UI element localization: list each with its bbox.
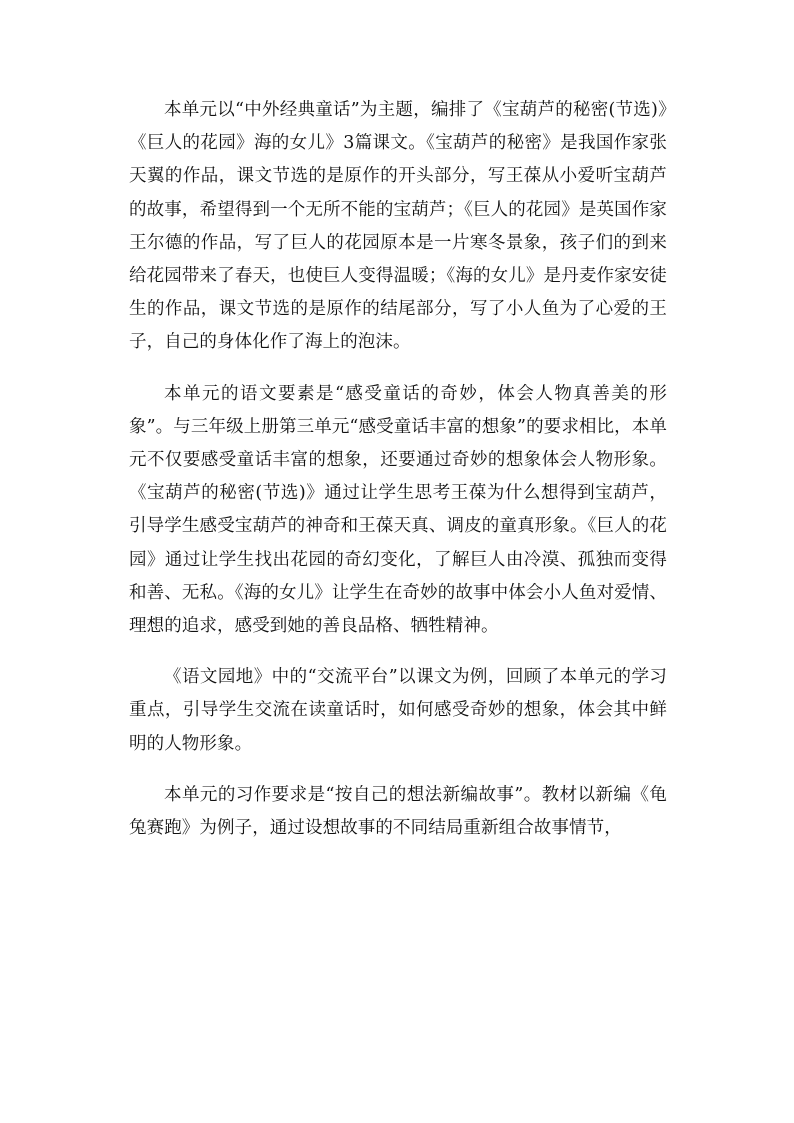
paragraph-3: 《语文园地》中的“交流平台”以课文为例，回顾了本单元的学习重点，引导学生交流在读童话时，如何感受奇妙的想象，体会其中鲜明的人物形象。 bbox=[129, 667, 667, 754]
paragraph-2: 本单元的语文要素是“感受童话的奇妙，体会人物真善美的形象”。与三年级上册第三单元“感受童话丰富的想象”的要求相比，本单元不仅要感受童话丰富的想象，还要通过奇妙的想象体会人物形象。《宝葫芦的秘密(节选)》通过让学生思考王葆为什么想得到宝葫芦，引导学生感受宝葫芦的神奇和王葆天真、调皮的童真形象。《巨人的花园》通过让学生找出花园的奇幻变化，了解巨人由冷漠、孤独而变得和善、无私。《海的女儿》让学生在奇妙的故事中体会小人鱼对爱情、理想的追求，感受到她的善良品格、牺牲精神。 bbox=[129, 383, 667, 637]
paragraph-4: 本单元的习作要求是“按自己的想法新编故事”。教材以新编《龟兔赛跑》为例子，通过设想故事的不同结局重新组合故事情节， bbox=[129, 784, 667, 839]
paragraph-1: 本单元以“中外经典童话”为主题，编排了《宝葫芦的秘密(节选)》《巨人的花园》海的女儿》3篇课文。《宝葫芦的秘密》是我国作家张天翼的作品，课文节选的是原作的开头部分，写王葆从小爱听宝葫芦的故事，希望得到一个无所不能的宝葫芦；《巨人的花园》是英国作家王尔德的作品，写了巨人的花园原本是一片寒冬景象，孩子们的到来给花园带来了春天，也使巨人变得温暖；《海的女儿》是丹麦作家安徒生的作品，课文节选的是原作的结尾部分，写了小人鱼为了心爱的王子，自己的身体化作了海上的泡沫。 bbox=[129, 100, 667, 353]
document-page bbox=[129, 94, 667, 863]
